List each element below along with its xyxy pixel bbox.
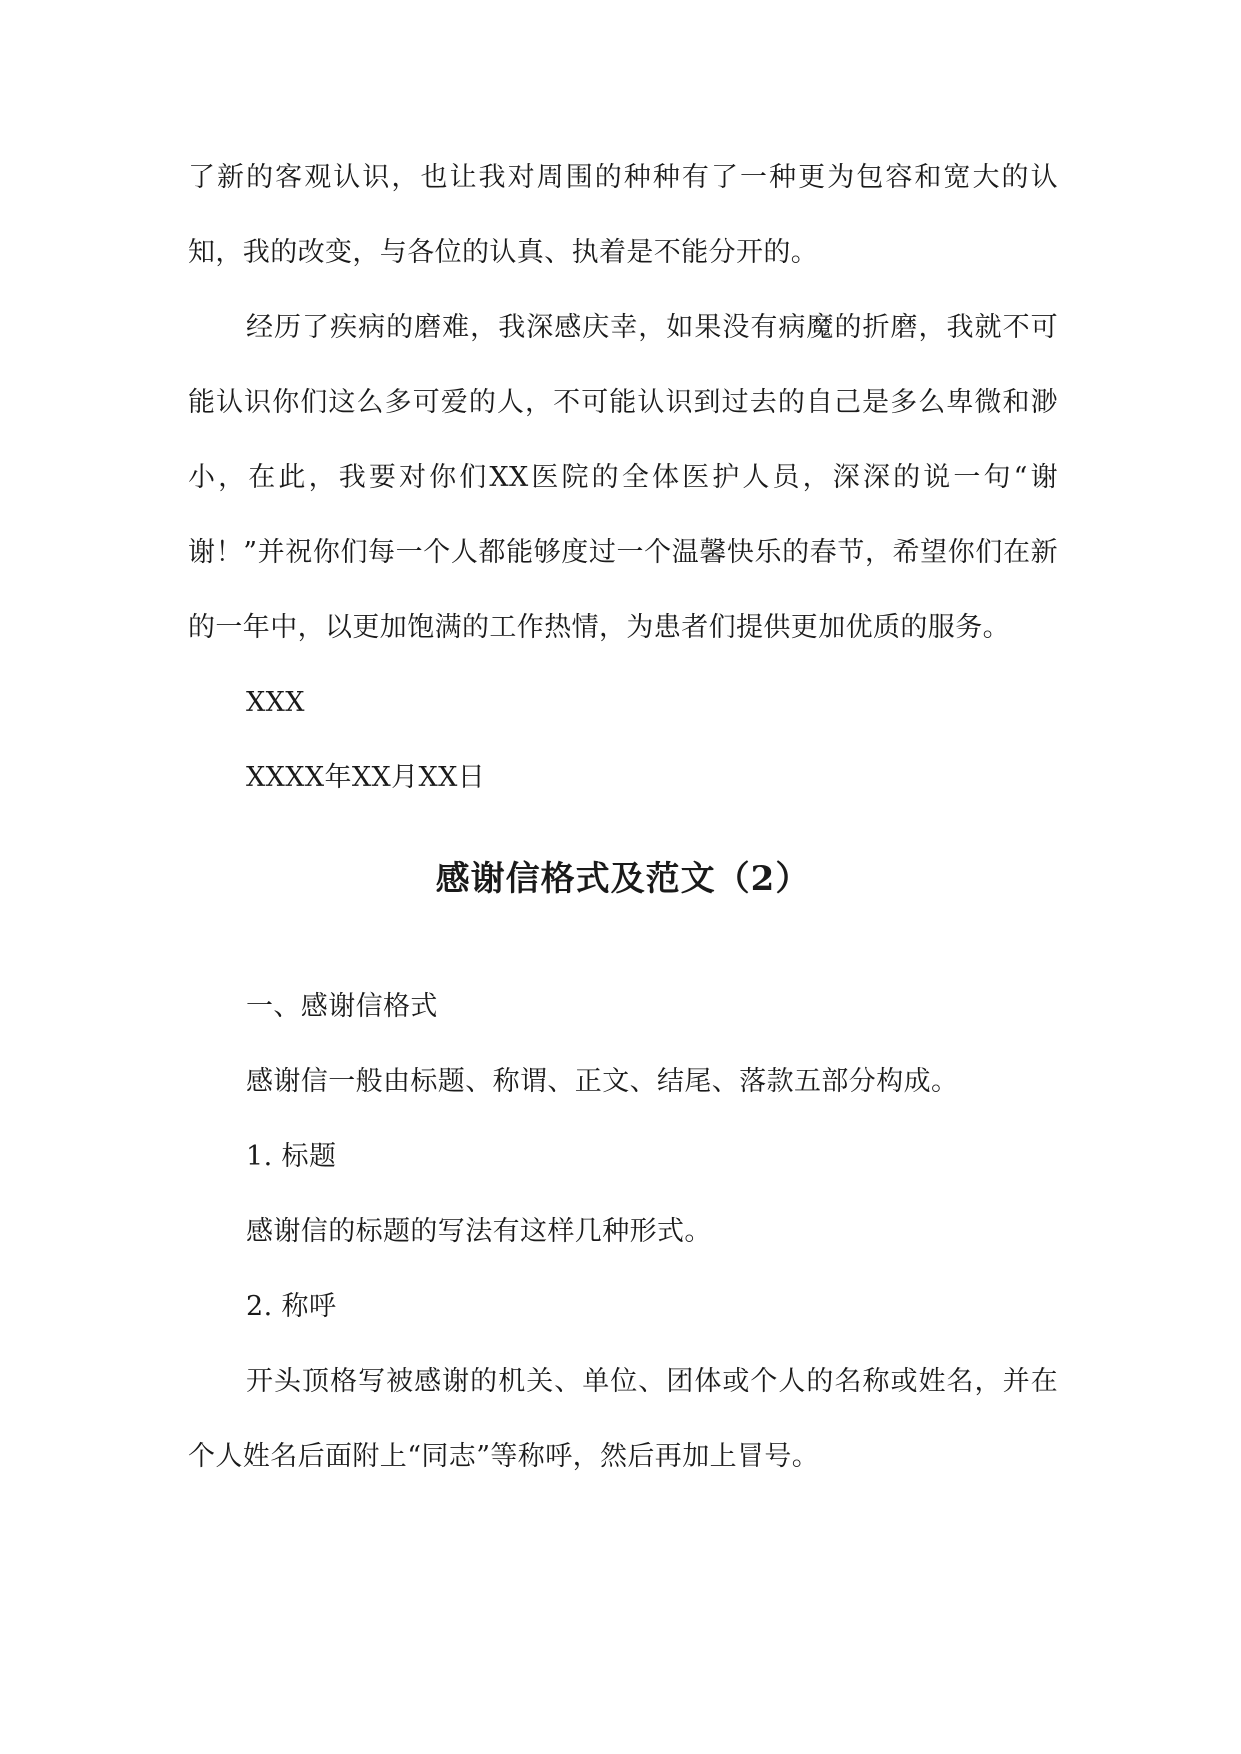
signature-name: XXX (246, 687, 305, 718)
title-description-paragraph: 感谢信的标题的写法有这样几种形式。 (246, 1216, 712, 1247)
item-salutation-heading: 2. 称呼 (246, 1291, 337, 1322)
item-title-heading: 1. 标题 (246, 1141, 337, 1172)
continuation-paragraph: 了新的客观认识，也让我对周围的种种有了一种更为包容和宽大的认知，我的改变，与各位的认真、执着是不能分开的。 (188, 162, 1058, 268)
salutation-description-paragraph: 开头顶格写被感谢的机关、单位、团体或个人的名称或姓名，并在个人姓名后面附上“同志”等称呼，然后再加上冒号。 (188, 1366, 1058, 1472)
section-subheading: 一、感谢信格式 (246, 991, 438, 1022)
document-body (188, 140, 1058, 1494)
format-overview-paragraph: 感谢信一般由标题、称谓、正文、结尾、落款五部分构成。 (246, 1066, 959, 1097)
signature-date: XXXX年XX月XX日 (246, 762, 486, 793)
section-title: 感谢信格式及范文（2） (435, 859, 811, 899)
thanks-paragraph: 经历了疾病的磨难，我深感庆幸，如果没有病魔的折磨，我就不可能认识你们这么多可爱的人，不可能认识到过去的自己是多么卑微和渺小，在此，我要对你们XX医院的全体医护人员，深深的说一句“谢谢！”并祝你们每一个人都能够度过一个温馨快乐的春节，希望你们在新的一年中，以更加饱满的工作热情，为患者们提供更加优质的服务。 (188, 312, 1058, 643)
